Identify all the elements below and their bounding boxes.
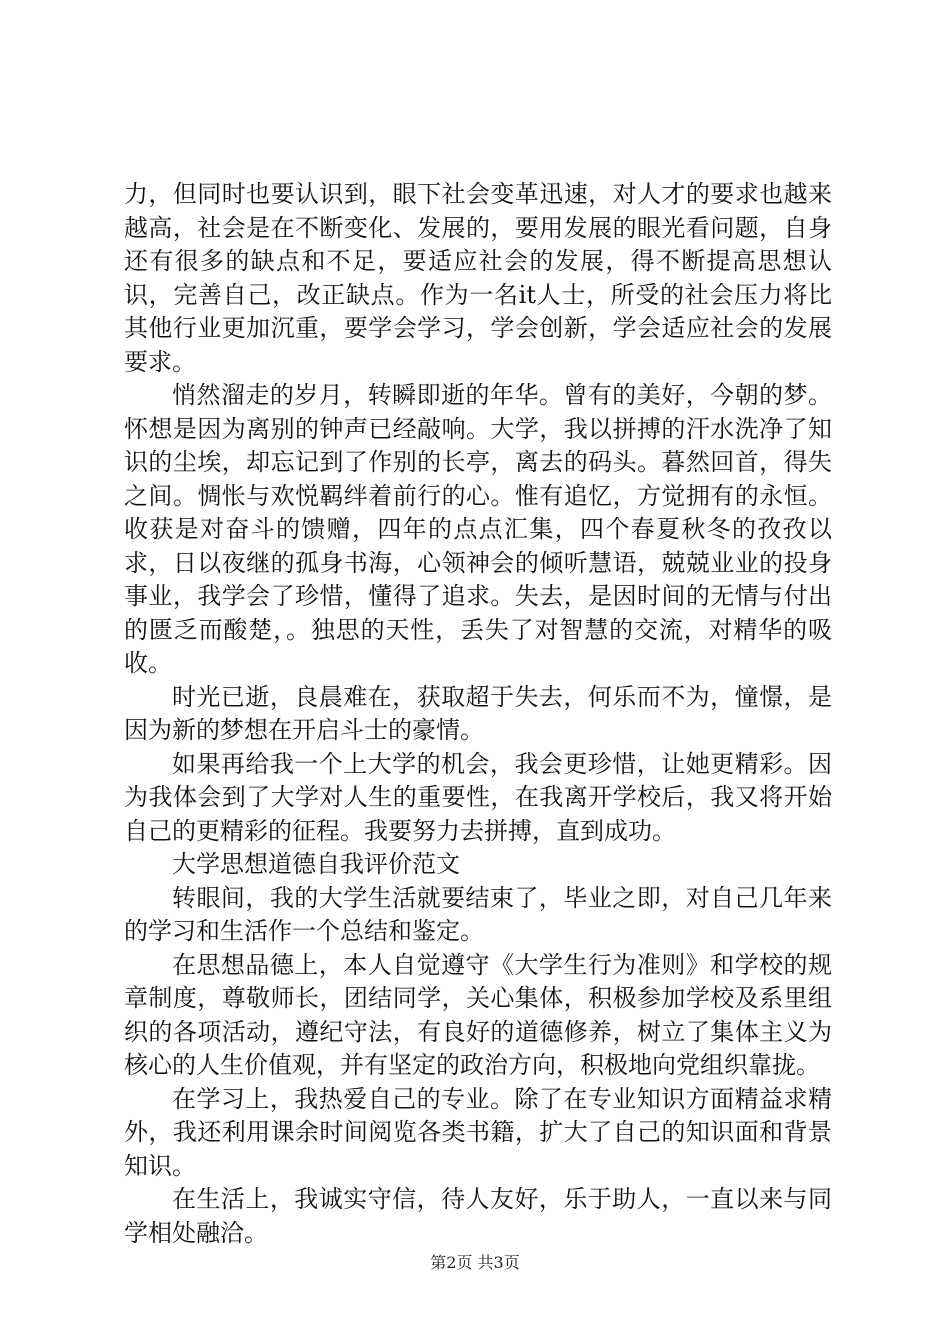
paragraph-continuation: 力，但同时也要认识到，眼下社会变革迅速，对人才的要求也越来越高，社会是在不断变化、发展的，要用发展的眼光看问题，自身还有很多的缺点和不足，要适应社会的发展，得不断提高思想认识，完善自己，改正缺点。作为一名it人士，所受的社会压力将比其他行业更加沉重，要学会学习，学会创新，学会适应社会的发展要求。: [124, 180, 832, 376]
paragraph-second-chance: 如果再给我一个上大学的机会，我会更珍惜，让她更精彩。因为我体会到了大学对人生的重要性，在我离开学校后，我又将开始自己的更精彩的征程。我要努力去拼搏，直到成功。: [124, 749, 832, 845]
paragraph-time: 时光已逝，良晨难在，获取超于失去，何乐而不为，憧憬，是因为新的梦想在开启斗士的豪情。: [124, 682, 832, 744]
page-number-footer: 第2页 共3页: [430, 1253, 520, 1272]
paragraph-years: 悄然溜走的岁月，转瞬即逝的年华。曾有的美好，今朝的梦。怀想是因为离别的钟声已经敲响。大学，我以拼搏的汗水洗净了知识的尘埃，却忘记到了作别的长亭，离去的码头。暮然回首，得失之间。惆怅与欢悦羁绊着前行的心。惟有追忆，方觉拥有的永恒。收获是对奋斗的馈赠，四年的点点汇集，四个春夏秋冬的孜孜以求，日以夜继的孤身书海，心领神会的倾听慧语，兢兢业业的投身事业，我学会了珍惜，懂得了追求。失去，是因时间的无情与付出的匮乏而酸楚，。独思的天性，丢失了对智慧的交流，对精华的吸收。: [124, 381, 832, 677]
paragraph-intro: 转眼间，我的大学生活就要结束了，毕业之即，对自己几年来的学习和生活作一个总结和鉴定。: [124, 883, 832, 945]
section-heading: 大学思想道德自我评价范文: [172, 850, 460, 878]
document-body: [124, 178, 832, 1250]
paragraph-study: 在学习上，我热爱自己的专业。除了在专业知识方面精益求精外，我还利用课余时间阅览各类书籍，扩大了自己的知识面和背景知识。: [124, 1084, 832, 1180]
paragraph-ideology: 在思想品德上，本人自觉遵守《大学生行为准则》和学校的规章制度，尊敬师长，团结同学，关心集体，积极参加学校及系里组织的各项活动，遵纪守法，有良好的道德修养，树立了集体主义为核心的人生价值观，并有坚定的政治方向，积极地向党组织靠拢。: [124, 950, 832, 1079]
paragraph-life: 在生活上，我诚实守信，待人友好，乐于助人，一直以来与同学相处融洽。: [124, 1185, 832, 1247]
